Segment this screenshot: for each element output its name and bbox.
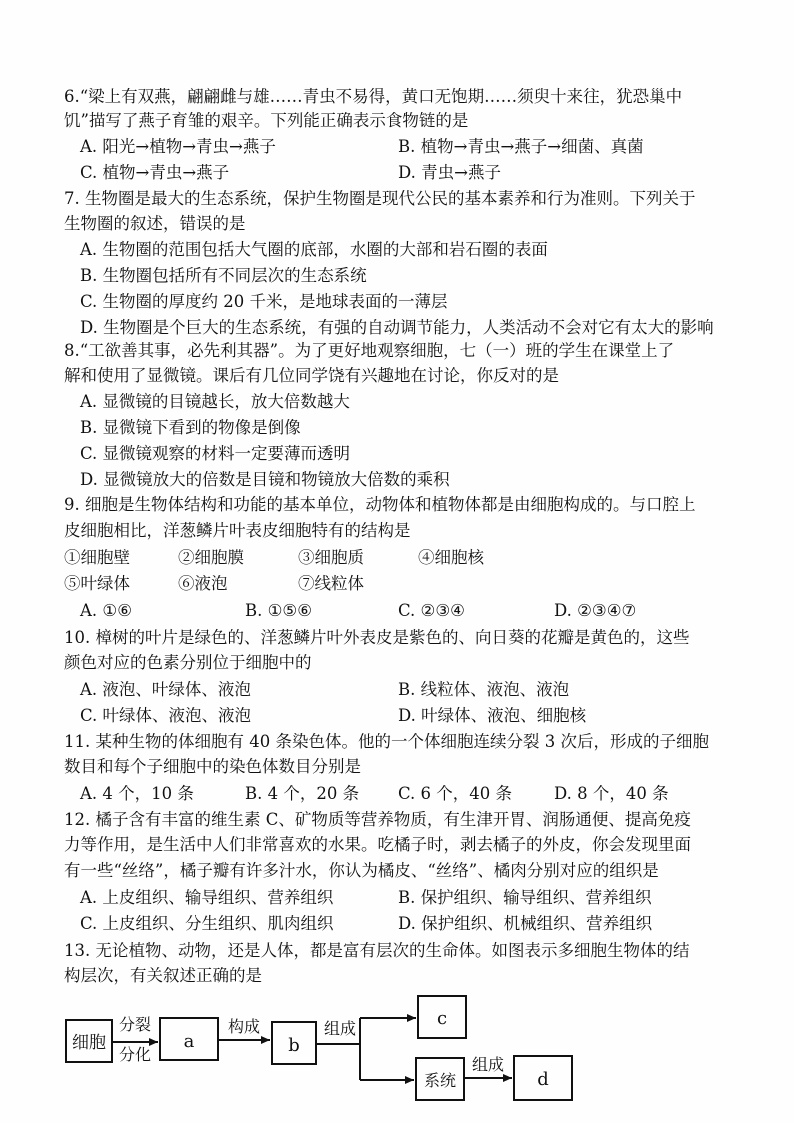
q10-line-2: 颜色对应的色素分别位于细胞中的 xyxy=(64,653,312,672)
q13-line-1: 13. 无论植物、动物，还是人体，都是富有层次的生命体。如图表示多细胞生物体的结 xyxy=(64,941,690,960)
q9-item-7: ⑦线粒体 xyxy=(298,574,364,593)
q6-option-d: D. 青虫→燕子 xyxy=(398,163,501,182)
q12-option-b: B. 保护组织、输导组织、营养组织 xyxy=(398,888,652,907)
q6-line-2: 饥”描写了燕子育雏的艰辛。下列能正确表示食物链的是 xyxy=(64,111,469,130)
q9-item-6: ⑥液泡 xyxy=(178,574,228,593)
q12-line-3: 有一些“丝络”，橘子瓣有许多汁水，你认为橘皮、“丝络”、橘肉分别对应的组织是 xyxy=(64,861,659,880)
q12-option-a: A. 上皮组织、输导组织、营养组织 xyxy=(80,888,334,907)
q12-option-d: D. 保护组织、机械组织、营养组织 xyxy=(398,914,653,933)
split-label: 分裂 xyxy=(118,1015,152,1034)
compose-label-1: 组成 xyxy=(323,1019,357,1038)
q9-item-4: ④细胞核 xyxy=(418,548,484,567)
q11-option-c: C. 6 个，40 条 xyxy=(398,784,513,803)
q10-option-d: D. 叶绿体、液泡、细胞核 xyxy=(398,706,587,725)
q10-option-c: C. 叶绿体、液泡、液泡 xyxy=(80,706,252,725)
q9-option-b: B. ①⑤⑥ xyxy=(245,601,312,620)
q9-item-2: ②细胞膜 xyxy=(178,548,244,567)
q8-option-b: B. 显微镜下看到的物像是倒像 xyxy=(80,418,301,437)
q11-option-b: B. 4 个，20 条 xyxy=(245,784,360,803)
cell-label: 细胞 xyxy=(72,1033,106,1053)
q9-option-c: C. ②③④ xyxy=(398,601,465,620)
q11-option-d: D. 8 个，40 条 xyxy=(554,784,669,803)
q10-line-1: 10. 樟树的叶片是绿色的、洋葱鳞片叶外表皮是紫色的、向日葵的花瓣是黄色的，这些 xyxy=(64,628,690,647)
q9-item-3: ③细胞质 xyxy=(298,548,364,567)
q7-option-b: B. 生物圈包括所有不同层次的生态系统 xyxy=(80,266,367,285)
label-c: c xyxy=(436,1008,448,1029)
q8-option-a: A. 显微镜的目镜越长，放大倍数越大 xyxy=(80,392,350,411)
q12-option-c: C. 上皮组织、分生组织、肌肉组织 xyxy=(80,914,334,933)
q7-line-2: 生物圈的叙述，错误的是 xyxy=(64,214,246,233)
q12-line-2: 力等作用，是生活中人们非常喜欢的水果。吃橘子时，剥去橘子的外皮，你会发现里面 xyxy=(64,835,691,854)
q9-line-1: 9. 细胞是生物体结构和功能的基本单位，动物体和植物体都是由细胞构成的。与口腔上 xyxy=(64,495,696,514)
q13-line-2: 构层次，有关叙述正确的是 xyxy=(64,966,262,985)
q6-option-c: C. 植物→青虫→燕子 xyxy=(80,163,230,182)
q6-option-a: A. 阳光→植物→青虫→燕子 xyxy=(80,137,276,156)
q8-line-2: 解和使用了显微镜。课后有几位同学饶有兴趣地在讨论，你反对的是 xyxy=(64,366,559,385)
label-a: a xyxy=(183,1031,195,1052)
q12-line-1: 12. 橘子含有丰富的维生素 C、矿物质等营养物质，有生津开胃、润肠通便、提高免疫 xyxy=(64,810,691,829)
q7-option-a: A. 生物圈的范围包括大气圈的底部，水圈的大部和岩石圈的表面 xyxy=(80,240,548,259)
q9-option-a: A. ①⑥ xyxy=(80,601,132,620)
q6-option-b: B. 植物→青虫→燕子→细菌、真菌 xyxy=(398,137,644,156)
label-b: b xyxy=(288,1035,300,1056)
label-d: d xyxy=(537,1069,549,1090)
q9-item-1: ①细胞壁 xyxy=(64,548,130,567)
q8-option-c: C. 显微镜观察的材料一定要薄而透明 xyxy=(80,444,351,463)
q11-line-1: 11. 某种生物的体细胞有 40 条染色体。他的一个体细胞连续分裂 3 次后，形成的子细胞 xyxy=(64,732,709,751)
form-label: 构成 xyxy=(227,1017,261,1036)
q8-line-1: 8.“工欲善其事，必先利其器”。为了更好地观察细胞，七（一）班的学生在课堂上了 xyxy=(64,341,675,360)
q9-option-d: D. ②③④⑦ xyxy=(554,601,637,620)
q9-line-2: 皮细胞相比，洋葱鳞片叶表皮细胞特有的结构是 xyxy=(64,521,411,540)
differentiate-label: 分化 xyxy=(118,1045,152,1064)
q10-option-a: A. 液泡、叶绿体、液泡 xyxy=(80,680,251,699)
q10-option-b: B. 线粒体、液泡、液泡 xyxy=(398,680,570,699)
q6-line-1: 6.“梁上有双燕，翩翩雌与雄……青虫不易得，黄口无饱期……须臾十来往，犹恐巢中 xyxy=(64,87,683,106)
q7-option-c: C. 生物圈的厚度约 20 千米，是地球表面的一薄层 xyxy=(80,292,448,311)
q8-option-d: D. 显微镜放大的倍数是目镜和物镜放大倍数的乘积 xyxy=(80,470,450,489)
structure-level-diagram xyxy=(60,990,590,1110)
q9-item-5: ⑤叶绿体 xyxy=(64,574,130,593)
q11-option-a: A. 4 个，10 条 xyxy=(80,784,194,803)
q11-line-2: 数目和每个子细胞中的染色体数目分别是 xyxy=(64,757,361,776)
q7-option-d: D. 生物圈是个巨大的生态系统，有强的自动调节能力，人类活动不会对它有太大的影响 xyxy=(80,318,714,337)
compose-label-2: 组成 xyxy=(471,1055,505,1074)
q7-line-1: 7. 生物圈是最大的生态系统，保护生物圈是现代公民的基本素养和行为准则。下列关于 xyxy=(64,189,696,208)
system-label: 系统 xyxy=(423,1071,457,1090)
